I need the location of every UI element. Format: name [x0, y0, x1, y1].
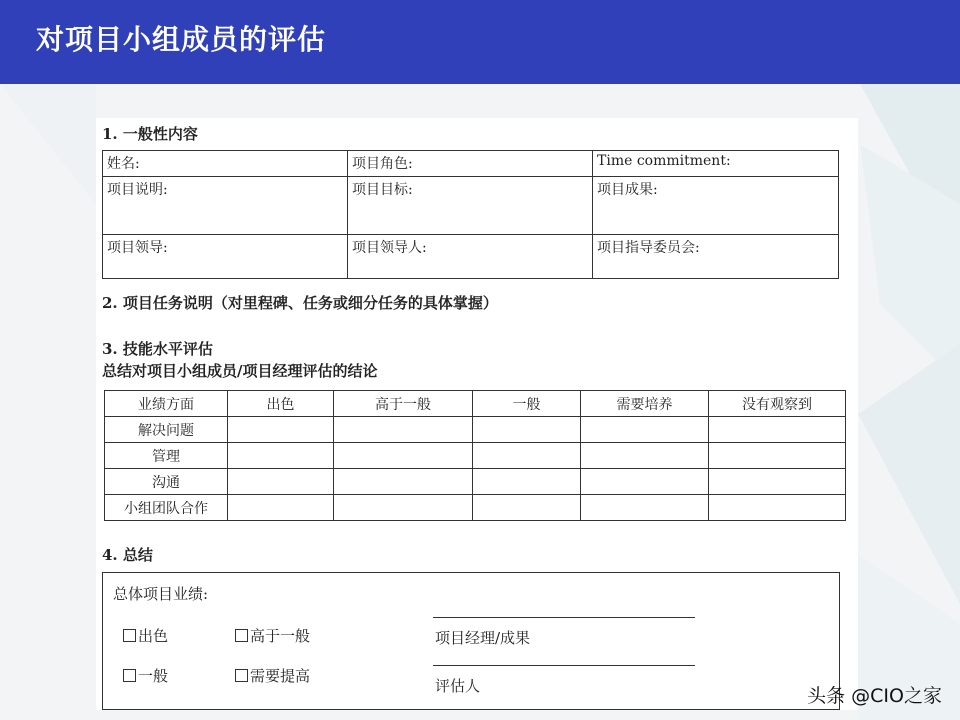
option-average[interactable]: 一般: [123, 665, 168, 686]
general-info-table: [102, 150, 839, 279]
signature-label-manager: 项目经理/成果: [435, 629, 531, 647]
checkbox-icon[interactable]: [123, 669, 136, 682]
column-header: 一般: [473, 391, 581, 417]
summary-box: [102, 572, 840, 710]
checkbox-icon[interactable]: [123, 629, 136, 642]
steering-committee-cell: 项目指导委员会:: [593, 235, 839, 279]
overall-performance-label: 总体项目业绩:: [113, 585, 209, 603]
goal-cell: 项目目标:: [348, 177, 593, 235]
slide-title: 对项目小组成员的评估: [36, 23, 327, 56]
column-header: 没有观察到: [709, 391, 846, 417]
row-label: 管理: [105, 443, 228, 469]
role-cell: 项目角色:: [348, 151, 593, 177]
skills-header-row: [105, 391, 846, 417]
name-cell: 姓名:: [103, 151, 348, 177]
section-2-heading: 2. 项目任务说明（对里程碑、任务或细分任务的具体掌握）: [102, 294, 498, 312]
table-row: [105, 417, 846, 443]
signature-line: [433, 617, 695, 618]
column-header: 出色: [228, 391, 334, 417]
table-row: [105, 469, 846, 495]
column-header: 需要培养: [581, 391, 709, 417]
checkbox-icon[interactable]: [235, 629, 248, 642]
row-label: 小组团队合作: [105, 495, 228, 521]
section-1-heading: 1. 一般性内容: [102, 125, 198, 143]
section-4-heading: 4. 总结: [102, 546, 153, 564]
signature-line: [433, 665, 695, 666]
column-header: 高于一般: [334, 391, 473, 417]
watermark: 头条 @CIO之家: [807, 685, 942, 707]
option-excellent[interactable]: 出色: [123, 625, 168, 646]
table-row: [105, 495, 846, 521]
option-needs-improvement[interactable]: 需要提高: [235, 665, 310, 686]
leader-cell: 项目领导人:: [348, 235, 593, 279]
deliverable-cell: 项目成果:: [593, 177, 839, 235]
table-row: [105, 443, 846, 469]
checkbox-icon[interactable]: [235, 669, 248, 682]
time-commitment-cell: Time commitment:: [593, 151, 839, 177]
evaluation-form: [96, 118, 858, 710]
row-label: 沟通: [105, 469, 228, 495]
skills-table: [104, 390, 846, 521]
lead-cell: 项目领导:: [103, 235, 348, 279]
description-cell: 项目说明:: [103, 177, 348, 235]
slide-header: [0, 0, 960, 84]
section-3-heading: 3. 技能水平评估: [102, 340, 213, 358]
section-3-subheading: 总结对项目小组成员/项目经理评估的结论: [102, 362, 378, 380]
option-above-average[interactable]: 高于一般: [235, 625, 310, 646]
column-header: 业绩方面: [105, 391, 228, 417]
row-label: 解决问题: [105, 417, 228, 443]
signature-label-evaluator: 评估人: [435, 677, 481, 695]
